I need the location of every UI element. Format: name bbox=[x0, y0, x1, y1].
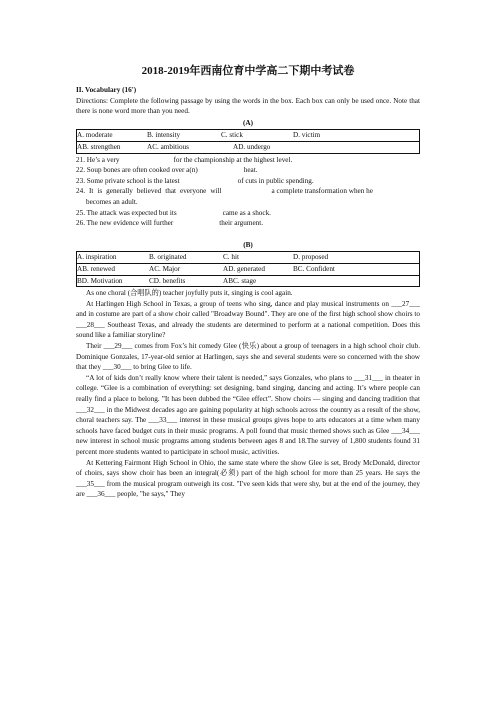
question-21 bbox=[76, 155, 420, 166]
question-stem: 23. Some private school is the latest bbox=[76, 176, 180, 185]
passage-paragraph: “A lot of kids don’t really know where their talent is needed,” says Gonzales, who plans to ___31___ in theater in college. “Glee is a combination of everything: set designing, band singing, dancing and acting. It’s where people can really find a place to belong. ”It has been dubbed the “Glee effect”. Show choirs — singing and dancing tradition that ___32___ in the Midwest decades ago are gaining popularity at high schools across the country as a result of the show, choral teachers say. The ___33___ interest in these musical groups gives hope to arts educators at a time when many schools have faced budget cuts in their music programs. A poll found that music themed shows such as Glee ___34___ new interest in school music programs among students between ages 8 and 18.The survey of 1,800 students found 31 percent more students wanted to participate in school music, activities. bbox=[76, 373, 420, 456]
question-stem: their argument. bbox=[219, 219, 264, 228]
word-option: AD. undergo bbox=[233, 142, 271, 151]
word-box-a bbox=[76, 129, 420, 153]
question-24-continued: becomes an adult. bbox=[86, 197, 138, 206]
word-option: B. intensity bbox=[147, 131, 181, 140]
question-stem: heat. bbox=[243, 166, 258, 175]
question-26 bbox=[76, 218, 420, 229]
part-a-label: (A) bbox=[243, 118, 253, 127]
exam-content bbox=[76, 85, 420, 500]
word-option: D. victim bbox=[293, 131, 321, 140]
question-25 bbox=[76, 208, 420, 219]
question-23 bbox=[76, 176, 420, 187]
word-option: AC. ambitious bbox=[147, 142, 189, 151]
question-stem: of cuts in public spending. bbox=[237, 176, 314, 185]
question-22 bbox=[76, 165, 420, 176]
passage-paragraph: At Kettering Fairmont High School in Ohio, the same state where the show Glee is set, Brody McDonald, director of choirs, says show choir has been an integral(必须) part of the high school for more than 25 years. He says the ___35___ from the musical program outweigh its cost. "I've seen kids that were shy, but at the end of the journey, they are ___36___ people, "he says," They bbox=[76, 458, 420, 499]
word-option: B. originated bbox=[149, 253, 187, 262]
passage-paragraph: At Harlingen High School in Texas, a group of teens who sing, dance and play musical instruments on ___27___ and in costume are part of a show choir called "Broadway Bound". They are one of the first high school show choirs to ___28___ Southeast Texas, and already the students are determined to perform at a national competition. Does this sound like a familiar storyline? bbox=[76, 299, 420, 340]
word-option: C. hit bbox=[223, 253, 239, 262]
page-title: 2018-2019年西南位育中学高二下期中考试卷 bbox=[141, 65, 355, 77]
question-24 bbox=[76, 186, 420, 197]
word-box-row bbox=[77, 130, 419, 141]
question-stem: 21. He’s a very bbox=[76, 155, 120, 164]
question-stem: 24. It is generally believed that everyone will bbox=[76, 187, 222, 196]
word-option: ABC. stage bbox=[223, 276, 257, 285]
question-stem: for the championship at the highest level. bbox=[173, 155, 293, 164]
passage-paragraph: As one choral (合唱队的) teacher joyfully puts it, singing is cool again. bbox=[86, 289, 293, 298]
word-option: A. moderate bbox=[77, 131, 113, 140]
question-stem: came as a shock. bbox=[222, 208, 271, 217]
question-stem: 22. Soup bones are often cooked over a(n) bbox=[76, 166, 198, 175]
word-option: D. proposed bbox=[293, 253, 329, 262]
question-stem: 26. The new evidence will further bbox=[76, 219, 174, 228]
word-option: AD. generated bbox=[223, 264, 265, 273]
passage-paragraph: Their ___29___ comes from Fox’s hit comedy Glee (快乐) about a group of teenagers in a high school choir club. Dominique Gonzales, 17-year-old senior at Harlingen, says she and several students were so concerned with the show that they ___30___ to bring Glee to life. bbox=[76, 342, 420, 372]
word-option: AB. renewed bbox=[77, 264, 115, 273]
word-option: C. stick bbox=[221, 131, 243, 140]
section-heading: II. Vocabulary (16') bbox=[76, 86, 137, 94]
question-stem: 25. The attack was expected but its bbox=[76, 208, 177, 217]
part-b-label: (B) bbox=[243, 240, 253, 249]
question-stem: a complete transformation when he bbox=[271, 187, 373, 196]
question-list-a bbox=[76, 155, 420, 229]
word-box-row bbox=[77, 252, 419, 263]
word-option: AC. Major bbox=[149, 264, 181, 273]
passage-b bbox=[76, 288, 420, 500]
word-option: AB. strengthen bbox=[77, 142, 121, 151]
word-option: CD. benefits bbox=[149, 276, 186, 285]
word-box-row bbox=[77, 263, 419, 275]
word-box-row bbox=[77, 275, 419, 287]
word-option: BC. Confident bbox=[293, 264, 335, 273]
word-box-b bbox=[76, 251, 420, 287]
word-option: BD. Motivation bbox=[77, 276, 123, 285]
word-option: A. inspiration bbox=[77, 253, 117, 262]
directions: Directions: Complete the following passage by using the words in the box. Each box can only be used once. Note that there is none word more than you need. bbox=[76, 96, 420, 116]
word-box-row bbox=[77, 141, 419, 153]
